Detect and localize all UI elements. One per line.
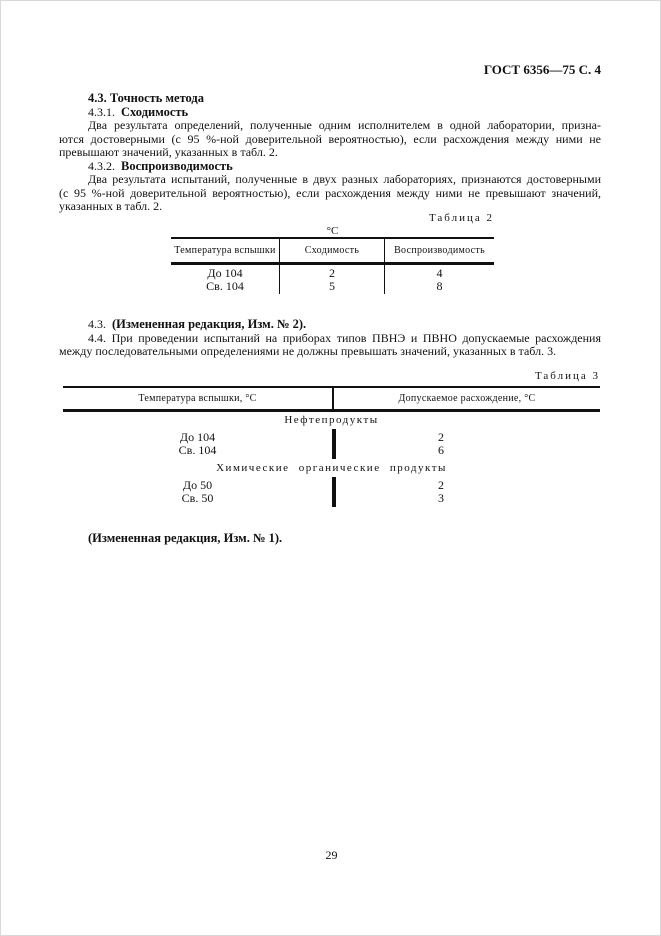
table-cell: До 50	[182, 478, 213, 492]
table-cell: Св. 50	[181, 491, 214, 505]
section-precision	[59, 92, 601, 214]
table-2-column	[384, 265, 494, 294]
table-cell: 8	[436, 279, 443, 293]
table-2-column	[279, 265, 384, 294]
table-2-header-cell: Сходимость	[279, 239, 384, 262]
heading-4-3-2	[59, 160, 601, 174]
table-2-label: Таблица 2	[428, 212, 494, 224]
table-3-column	[332, 429, 600, 459]
table-2-header-cell: Воспроизводимость	[384, 239, 494, 262]
table-cell: Св. 104	[206, 279, 244, 293]
table-cell: 6	[438, 443, 444, 457]
heading-4-3-2-number: 4.3.2.	[88, 158, 115, 173]
table-3-section-title: Химические органические продукты	[216, 462, 447, 474]
amendment-note-1: (Измененная редакция, Изм. № 1).	[88, 531, 283, 545]
amendment-note-2-text: (Измененная редакция, Изм. № 2).	[112, 317, 307, 331]
paragraph-line: между последовательными определениями не должны превышать значений, указанных в табл. 3.	[59, 344, 557, 358]
table-cell: 2	[438, 430, 444, 444]
heading-4-3-2-title: Воспроизводимость	[121, 158, 233, 173]
table-3-group	[63, 429, 600, 459]
paragraph-line: превышают значений, указанных в табл. 2.	[59, 145, 278, 159]
table-cell: 4	[436, 266, 443, 280]
paragraph-line: 4.4. При проведении испытаний на приборах типов ПВНЭ и ПВНО допускаемые расхождения	[88, 330, 601, 345]
paragraph-line: (с 95 %-ной доверительной вероятностью), если расхождения между ними не превышают значений,	[59, 185, 601, 200]
table-cell: Св. 104	[178, 443, 217, 457]
page-header: ГОСТ 6356—75 С. 4	[483, 62, 601, 77]
section-4-4	[59, 318, 601, 359]
table-3-grid	[63, 386, 600, 507]
table-3	[63, 369, 600, 507]
table-3-column	[63, 477, 332, 507]
paragraph-line: указанных в табл. 2.	[59, 199, 163, 213]
table-cell: До 104	[179, 430, 216, 444]
table-3-header-cell: Допускаемое расхождение, °С	[332, 388, 600, 409]
heading-4-3-1-number: 4.3.1.	[88, 104, 115, 119]
table-2-column	[171, 265, 279, 294]
page-number: 29	[325, 848, 338, 862]
paragraph-line: Два результата определений, полученные одним исполнителем в одной лаборатории, призна-	[88, 118, 601, 132]
table-3-label: Таблица 3	[534, 370, 600, 382]
table-3-column	[332, 477, 600, 507]
table-cell: До 104	[207, 266, 243, 280]
paragraph-line: Два результата испытаний, полученные в двух разных лабораториях, признаются достоверными	[88, 172, 601, 186]
table-2-header-cell: Температура вспышки	[174, 245, 276, 256]
table-2-unit: °С	[326, 225, 339, 237]
table-cell: 2	[438, 478, 444, 492]
amendment-note-2-number: 4.3.	[88, 317, 106, 331]
amendment-note-2	[59, 318, 601, 332]
table-2-body	[171, 265, 494, 294]
table-cell: 5	[329, 279, 335, 293]
heading-4-3: 4.3. Точность метода	[88, 91, 205, 105]
table-3-section-title: Нефтепродукты	[284, 414, 379, 426]
table-2-grid	[171, 237, 494, 294]
table-2	[171, 212, 494, 294]
table-3-header-cell: Температура вспышки, °С	[138, 393, 257, 404]
table-cell: 3	[438, 491, 444, 505]
heading-4-3-1	[59, 106, 601, 120]
table-3-column	[63, 429, 332, 459]
table-3-group	[63, 477, 600, 507]
paragraph-line: ются достоверными (с 95 %-ной доверительной вероятностью), если расхождения между ними не	[59, 131, 601, 146]
table-cell: 2	[329, 266, 335, 280]
table-2-header-row	[171, 239, 494, 265]
table-3-header-row	[63, 388, 600, 412]
heading-4-3-1-title: Сходимость	[121, 104, 189, 119]
